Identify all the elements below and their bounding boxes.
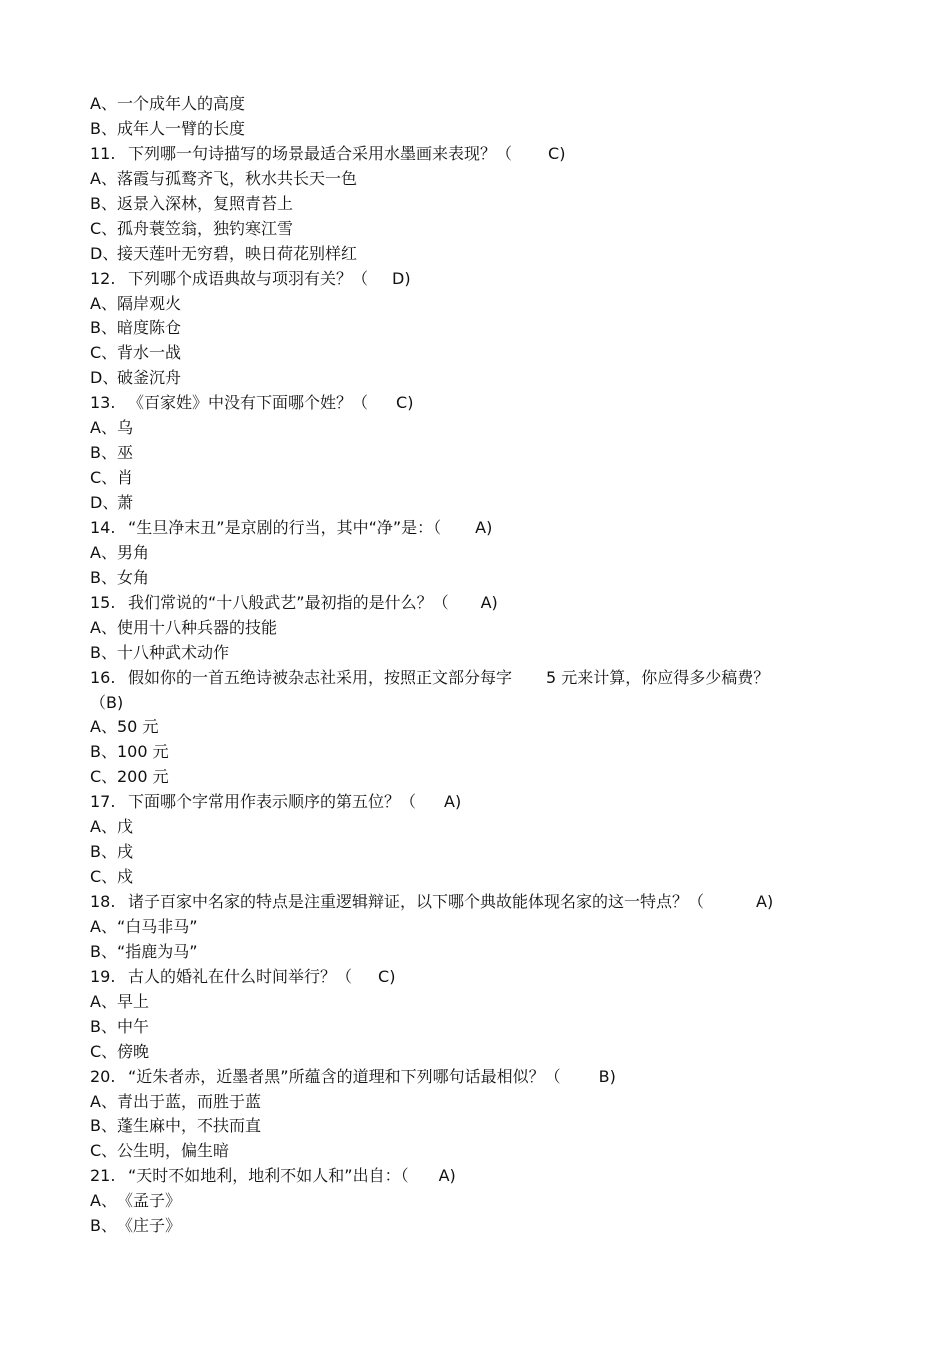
option-letter: B、 [90, 642, 117, 662]
answer-text: A) [444, 792, 462, 812]
option-text: 公生明，偏生暗 [117, 1141, 230, 1161]
option-text: 背水一战 [117, 343, 182, 363]
option-line [90, 566, 860, 591]
option-letter: C、 [90, 468, 118, 488]
option-line [90, 1214, 860, 1239]
option-line [90, 616, 860, 641]
question-text: 下列哪个成语典故与项羽有关？（ [128, 268, 369, 288]
question-line [90, 890, 860, 915]
question-number: 16. [90, 667, 116, 687]
option-line [90, 316, 860, 341]
option-line [90, 541, 860, 566]
option-text: 孤舟蓑笠翁，独钓寒江雪 [117, 218, 294, 238]
question-number: 19. [90, 966, 116, 986]
question-number: 11. [90, 143, 116, 163]
option-text: 乌 [117, 418, 134, 438]
question-number: 17. [90, 792, 116, 812]
option-text: 傍晚 [117, 1041, 150, 1061]
option-letter: A、 [90, 542, 117, 562]
option-letter: B、 [90, 193, 117, 213]
question-line [90, 516, 860, 541]
option-text: 早上 [117, 991, 150, 1011]
option-line [90, 192, 860, 217]
option-text: 落霞与孤鹜齐飞，秋水共长天一色 [117, 168, 358, 188]
option-letter: A、 [90, 94, 117, 113]
option-text: 《庄子》 [117, 1216, 182, 1236]
option-text: 一个成年人的高度 [117, 94, 246, 113]
question-number: 13. [90, 393, 116, 413]
option-text: “白马非马” [117, 916, 198, 936]
option-text: 200 元 [117, 767, 169, 787]
question-text: “生旦净末丑”是京剧的行当，其中“净”是：（ [128, 517, 442, 537]
option-text: 戍 [117, 867, 134, 887]
option-letter: D、 [90, 243, 119, 263]
document-page [90, 92, 860, 1239]
question-line [90, 1164, 860, 1189]
question-text: 古人的婚礼在什么时间举行？（ [128, 966, 353, 986]
question-number: 18. [90, 892, 116, 911]
answer-text: A) [480, 592, 498, 612]
option-text: 十八种武术动作 [117, 642, 230, 662]
option-line [90, 915, 860, 940]
question-line [90, 391, 860, 416]
option-text: 肖 [117, 468, 134, 488]
option-letter: B、 [90, 567, 117, 587]
option-letter: C、 [90, 218, 118, 238]
question-number: 20. [90, 1066, 116, 1086]
question-text: “天时不如地利，地利不如人和”出自：（ [128, 1166, 409, 1186]
option-line [90, 466, 860, 491]
question-number: 15. [90, 592, 116, 612]
option-line [90, 1015, 860, 1040]
option-line [90, 242, 860, 267]
option-text: 破釜沉舟 [117, 368, 182, 388]
option-line [90, 815, 860, 840]
option-text: 隔岸观火 [117, 293, 182, 313]
question-text: “近朱者赤，近墨者黑”所蕴含的道理和下列哪句话最相似？（ [128, 1066, 561, 1086]
question-line [90, 591, 860, 616]
answer-text: C) [548, 143, 566, 163]
option-letter: A、 [90, 916, 117, 936]
option-letter: C、 [90, 867, 118, 887]
option-line [90, 1114, 860, 1139]
option-line [90, 765, 860, 790]
option-letter: B、 [90, 318, 117, 338]
option-text: 戌 [117, 842, 134, 862]
option-letter: B、 [90, 1216, 117, 1236]
option-line [90, 167, 860, 192]
option-letter: A、 [90, 1191, 117, 1211]
option-letter: B、 [90, 1116, 117, 1136]
option-line [90, 292, 860, 317]
question-line [90, 267, 860, 292]
option-text: 中午 [117, 1016, 150, 1036]
option-letter: A、 [90, 168, 117, 188]
option-line [90, 940, 860, 965]
answer-text: C) [396, 393, 414, 413]
option-text: 女角 [117, 567, 150, 587]
answer-text: C) [378, 966, 396, 986]
option-letter: A、 [90, 1091, 117, 1111]
option-letter: B、 [90, 742, 117, 762]
question-line [90, 965, 860, 990]
question-text: 《百家姓》中没有下面哪个姓？（ [128, 393, 369, 413]
option-text: 使用十八种兵器的技能 [117, 617, 278, 637]
answer-text: A) [438, 1166, 456, 1186]
option-line [90, 441, 860, 466]
answer-text: A) [756, 892, 774, 911]
option-letter: C、 [90, 1041, 118, 1061]
option-text: 男角 [117, 542, 150, 562]
option-letter: A、 [90, 991, 117, 1011]
option-text: 接天莲叶无穷碧，映日荷花别样红 [117, 243, 358, 263]
option-text: 萧 [117, 493, 134, 512]
option-letter: A、 [90, 293, 117, 313]
option-letter: B、 [90, 842, 117, 862]
option-text: 蓬生麻中，不扶而直 [117, 1116, 262, 1136]
answer-text: D) [392, 268, 411, 288]
option-line [90, 715, 860, 740]
option-line [90, 1090, 860, 1115]
option-text: 100 元 [117, 742, 169, 762]
question-text: 我们常说的“十八般武艺”最初指的是什么？（ [128, 592, 449, 612]
answer-text: 5 元来计算，你应得多少稿费？ [546, 667, 770, 687]
question-line [90, 666, 860, 691]
option-text: 戊 [117, 817, 134, 837]
option-letter: C、 [90, 767, 118, 787]
option-line [90, 416, 860, 441]
answer-text: A) [475, 517, 493, 537]
question-text: 诸子百家中名家的特点是注重逻辑辩证，以下哪个典故能体现名家的这一特点？（ [128, 892, 705, 911]
option-text: 暗度陈仓 [117, 318, 182, 338]
option-letter: C、 [90, 343, 118, 363]
answer-text: B) [598, 1066, 616, 1086]
option-line [90, 740, 860, 765]
option-text: “指鹿为马” [117, 941, 198, 961]
question-number: 14. [90, 517, 116, 537]
option-letter: C、 [90, 1141, 118, 1161]
question-line [90, 142, 860, 167]
option-line [90, 217, 860, 242]
option-text: 成年人一臂的长度 [117, 118, 246, 138]
option-letter: D、 [90, 368, 119, 388]
option-line [90, 1139, 860, 1164]
option-line [90, 865, 860, 890]
option-line [90, 990, 860, 1015]
option-line [90, 840, 860, 865]
option-text: 返景入深林，复照青苔上 [117, 193, 294, 213]
option-text: 巫 [117, 443, 134, 463]
option-line [90, 92, 860, 117]
option-line [90, 117, 860, 142]
option-text: 青出于蓝，而胜于蓝 [117, 1091, 262, 1111]
option-line [90, 491, 860, 516]
continuation-text: （B) [90, 692, 124, 712]
option-line [90, 366, 860, 391]
option-text: 50 元 [117, 717, 159, 737]
option-letter: D、 [90, 493, 119, 512]
question-number: 12. [90, 268, 116, 288]
question-text: 下面哪个字常用作表示顺序的第五位？（ [128, 792, 417, 812]
option-letter: B、 [90, 1016, 117, 1036]
option-letter: B、 [90, 443, 117, 463]
option-letter: B、 [90, 118, 117, 138]
option-letter: A、 [90, 717, 117, 737]
question-number: 21. [90, 1166, 116, 1186]
option-text: 《孟子》 [117, 1191, 182, 1211]
option-letter: A、 [90, 418, 117, 438]
option-letter: B、 [90, 941, 117, 961]
continuation-line [90, 691, 860, 716]
option-letter: A、 [90, 817, 117, 837]
option-line [90, 641, 860, 666]
option-line [90, 1040, 860, 1065]
option-letter: A、 [90, 617, 117, 637]
question-text: 下列哪一句诗描写的场景最适合采用水墨画来表现？（ [128, 143, 513, 163]
question-text: 假如你的一首五绝诗被杂志社采用，按照正文部分每字 [128, 667, 513, 687]
option-line [90, 1189, 860, 1214]
question-line [90, 1065, 860, 1090]
question-line [90, 790, 860, 815]
option-line [90, 341, 860, 366]
